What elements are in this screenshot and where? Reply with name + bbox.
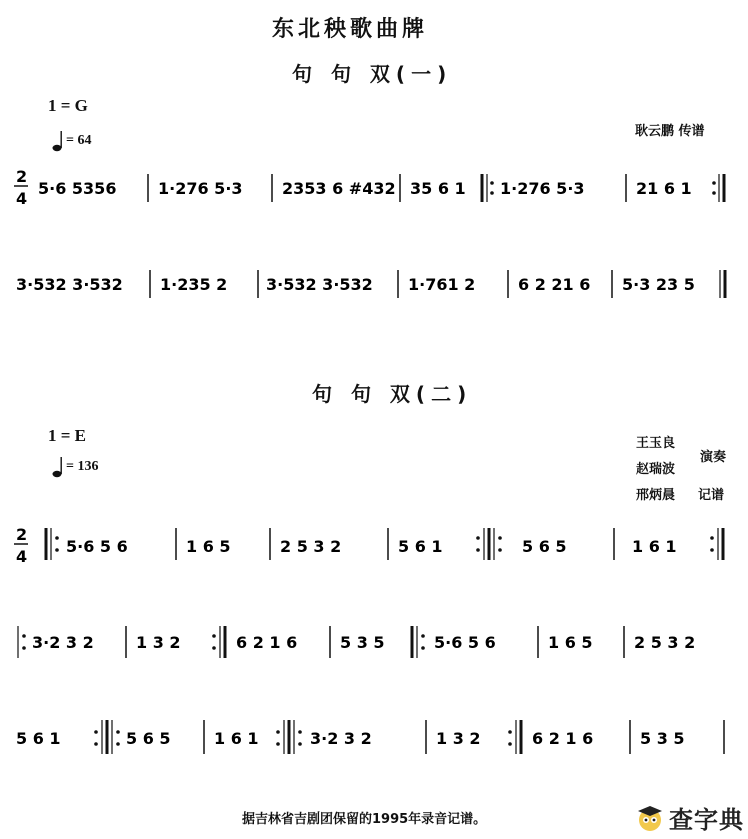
measure: 1·276 5·3 [158, 179, 243, 198]
notation-line [0, 262, 748, 312]
time-sig-bottom: 4 [16, 547, 28, 566]
measure: 1 6 1 [632, 537, 677, 556]
performer-name: 王玉良 [636, 436, 676, 451]
site-logo[interactable] [635, 800, 744, 835]
measure: 2353 6 #432 [282, 179, 396, 198]
quarter-note-icon [52, 130, 64, 152]
measure: 3·532 3·532 [16, 275, 123, 294]
measure: 1 6 5 [548, 633, 593, 652]
piece2-tempo [52, 456, 98, 478]
time-sig-bottom: 4 [16, 189, 28, 208]
tempo-value: = 64 [66, 133, 92, 148]
measure: 3·532 3·532 [266, 275, 373, 294]
measure: 6 2 21 6 [518, 275, 591, 294]
notation-line [0, 520, 748, 580]
measure: 2 5 3 2 [634, 633, 696, 652]
measure: 6 2 1 6 [236, 633, 298, 652]
measure: 5 6 5 [522, 537, 567, 556]
time-sig-top: 2 [16, 525, 28, 544]
tempo-value: = 136 [66, 459, 99, 474]
repeat-end [712, 174, 724, 202]
measure: 1·761 2 [408, 275, 476, 294]
measure: 5·3 23 5 [622, 275, 695, 294]
piece1-subtitle: 句 句 双(一) [292, 62, 453, 86]
measure: 5 3 5 [640, 729, 685, 748]
measure: 5 3 5 [340, 633, 385, 652]
measure: 2 5 3 2 [280, 537, 342, 556]
measure: 5·6 5356 [38, 179, 117, 198]
measure: 1 6 5 [186, 537, 231, 556]
notation-line [0, 714, 748, 764]
piece1-credit: 耿云鹏 传谱 [635, 124, 705, 139]
measure: 3·2 3 2 [310, 729, 372, 748]
measure: 1·235 2 [160, 275, 228, 294]
time-signature [14, 167, 28, 208]
record-label: 记谱 [698, 488, 725, 503]
performer-name: 赵瑞波 [636, 462, 676, 477]
footer-note: 据吉林省吉剧团保留的1995年录音记谱。 [242, 812, 487, 827]
measure: 3·2 3 2 [32, 633, 94, 652]
piece1-tempo [52, 130, 91, 152]
measure: 1 3 2 [136, 633, 181, 652]
piece2-line2 [0, 620, 748, 670]
measure: 1·276 5·3 [500, 179, 585, 198]
repeat-start [482, 174, 494, 202]
measure: 1 3 2 [436, 729, 481, 748]
piece2-line3 [0, 714, 748, 764]
piece2-line1 [0, 520, 748, 580]
piece2-subtitle: 句 句 双(二) [312, 382, 473, 406]
page-title: 东北秧歌曲牌 [272, 17, 429, 42]
piece1-key: 1 = G [48, 96, 88, 115]
measure: 5 6 1 [398, 537, 443, 556]
measure: 35 6 1 [410, 179, 466, 198]
time-sig-top: 2 [16, 167, 28, 186]
quarter-note-icon [52, 456, 64, 478]
measure: 5 6 1 [16, 729, 61, 748]
recorder-name: 邢炳晨 [636, 488, 676, 503]
measure: 5·6 5 6 [66, 537, 128, 556]
notation-line [0, 160, 748, 220]
measure: 5 6 5 [126, 729, 171, 748]
measure: 1 6 1 [214, 729, 259, 748]
measure: 6 2 1 6 [532, 729, 594, 748]
perform-label: 演奏 [700, 450, 727, 465]
piece1-line2 [0, 262, 748, 312]
measure: 5·6 5 6 [434, 633, 496, 652]
logo-text: 查字典 [669, 806, 744, 834]
notation-line [0, 620, 748, 670]
piece1-line1 [0, 160, 748, 220]
scholar-owl-icon [635, 803, 665, 833]
piece2-key: 1 = E [48, 426, 87, 445]
measure: 21 6 1 [636, 179, 692, 198]
